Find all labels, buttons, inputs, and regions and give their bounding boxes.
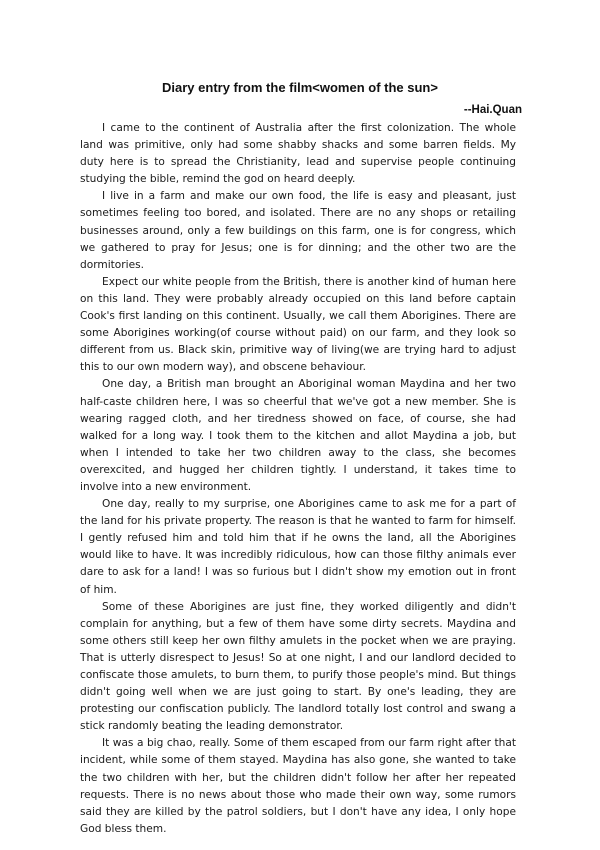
paragraph: I came to the continent of Australia after the first colonization. The whole land was primitive, only had some shabby shacks and some barren fields. My duty here is to spread the Christianity, lead and supervise people continuing studying the bible, remind the god on heard deeply.	[80, 122, 516, 186]
paragraph: I live in a farm and make our own food, the life is easy and pleasant, just sometimes feeling too bored, and isolated. There are no any shops or retailing businesses around, only a few buildings on this farm, one is for congress, which we gathered to pray for Jesus; one is for dinning; and the other two are the dormitories.	[80, 190, 516, 271]
paragraph: One day, really to my surprise, one Aborigines came to ask me for a part of the land for his private property. The reason is that he wanted to farm for himself. I gently refused him and told him that if he owns the land, all the Aborigines would like to have. It was incredibly ridiculous, how can those filthy animals ever dare to ask for a land! I was so furious but I didn't show my emotion out in front of him.	[80, 498, 516, 596]
paragraph: Expect our white people from the British, there is another kind of human here on this land. They were probably already occupied on this land before captain Cook's first landing on this continent. Usually, we call them Aborigines. There are some Aborigines working(of course without paid) on our farm, and they look so different from us. Black skin, primitive way of living(we are trying hard to adjust this to our own modern way), and obscene behaviour.	[80, 275, 516, 374]
diary-body	[80, 120, 516, 838]
paragraph: One day, a British man brought an Aboriginal woman Maydina and her two half-caste children here, I was so cheerful that we've got a new member. She is wearing ragged cloth, and her tiredness showed on face, of course, she had walked for a long way. I took them to the kitchen and allot Maydina a job, but when I intended to take her two children away to the class, she becomes overexcited, and hugged her children tightly. I understand, it takes time to involve into a new environment.	[80, 378, 516, 493]
paragraph: It was a big chao, really. Some of them escaped from our farm right after that incident, while some of them stayed. Maydina has also gone, she wanted to take the two children with her, but the children didn't follow her after her repeated requests. There is no news about those who made their own way, some rumors said they are killed by the patrol soldiers, but I don't have any idea, I only hope God bless them.	[80, 737, 516, 835]
paragraph: Some of these Aborigines are just fine, they worked diligently and didn't complain for anything, but a few of them have some dirty secrets. Maydina and some others still keep her own filthy amulets in the pocket when we are praying. That is utterly disrespect to Jesus! So at one night, I and our landlord decided to confiscate those amulets, to burn them, to purify those people's mind. But things didn't going well when we are just going to start. By one's leading, they are protesting our confiscation publicly. The landlord totally lost control and swang a stick randomly beating the leading demonstrator.	[80, 600, 516, 733]
document-title: Diary entry from the film<women of the sun>	[162, 80, 438, 95]
author-line: --Hai.Quan	[463, 104, 522, 116]
